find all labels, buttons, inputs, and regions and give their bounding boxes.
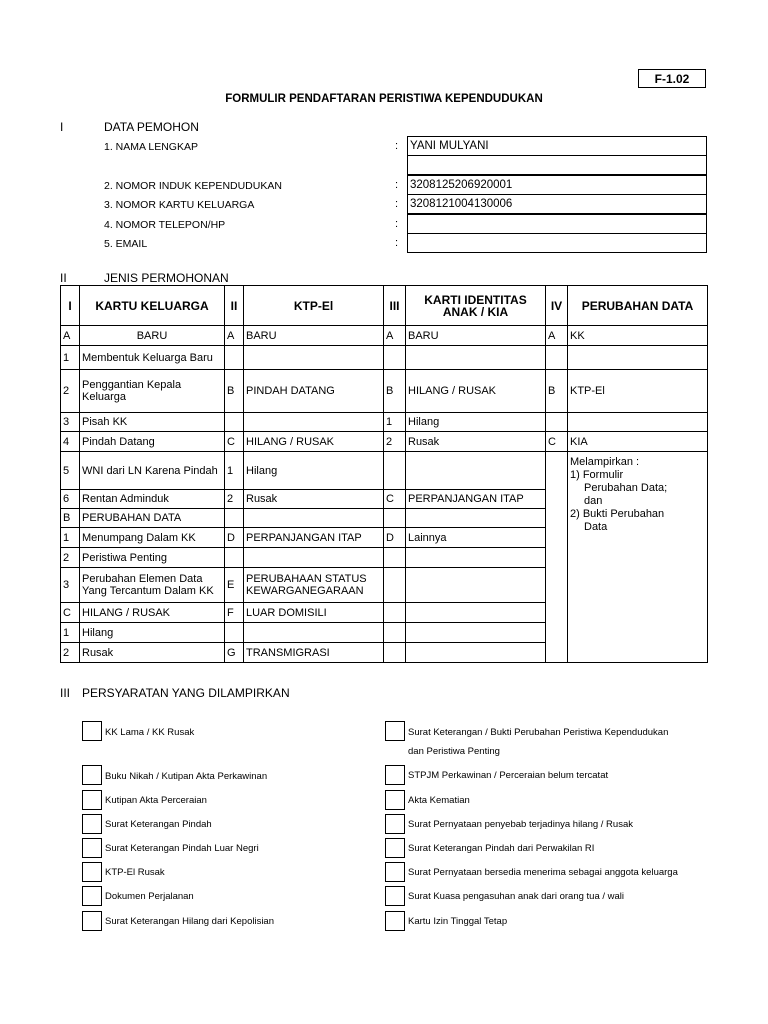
requirement-label: Surat Keterangan Pindah Luar Negri xyxy=(105,843,259,854)
table-cell xyxy=(568,346,708,370)
table-cell: 1 xyxy=(61,346,80,370)
nama-lengkap-field[interactable]: YANI MULYANI xyxy=(407,136,707,156)
table-cell xyxy=(406,603,546,623)
table-cell xyxy=(384,548,406,568)
requirement-label: Surat Keterangan Pindah xyxy=(105,819,212,830)
requirement-checkbox[interactable] xyxy=(385,886,405,906)
requirement-checkbox[interactable] xyxy=(82,790,102,810)
table-cell xyxy=(384,603,406,623)
requirement-label-continued: dan Peristiwa Penting xyxy=(408,746,500,757)
header-cell: KARTU KELUARGA xyxy=(80,286,225,326)
requirement-checkbox[interactable] xyxy=(82,721,102,741)
requirement-checkbox[interactable] xyxy=(82,838,102,858)
table-cell: 3 xyxy=(61,568,80,603)
table-cell: 1 xyxy=(61,528,80,548)
requirement-label: Buku Nikah / Kutipan Akta Perkawinan xyxy=(105,771,268,782)
header-cell: II xyxy=(225,286,244,326)
email-field[interactable] xyxy=(407,233,707,253)
header-cell: III xyxy=(384,286,406,326)
table-cell: C xyxy=(61,603,80,623)
table-cell: B xyxy=(225,370,244,413)
table-cell: Lainnya xyxy=(406,528,546,548)
table-cell xyxy=(384,643,406,663)
table-cell: C xyxy=(546,432,568,452)
table-cell: G xyxy=(225,643,244,663)
table-cell xyxy=(406,643,546,663)
note-item2b: Data xyxy=(584,521,608,533)
requirement-checkbox[interactable] xyxy=(385,790,405,810)
table-cell: Rusak xyxy=(406,432,546,452)
table-row xyxy=(61,370,708,413)
table-row xyxy=(61,452,708,490)
header-cell: KTP-El xyxy=(244,286,384,326)
table-cell xyxy=(546,452,568,663)
table-row xyxy=(61,413,708,432)
label-nomor-kk: 3. NOMOR KARTU KELUARGA xyxy=(104,199,255,211)
table-cell: 2 xyxy=(225,490,244,509)
table-cell xyxy=(406,568,546,603)
table-cell xyxy=(225,548,244,568)
table-cell xyxy=(384,623,406,643)
note-item1b: Perubahan Data; xyxy=(584,482,668,494)
table-cell: 6 xyxy=(61,490,80,509)
table-cell: A xyxy=(384,326,406,346)
colon: : xyxy=(395,218,399,230)
table-cell: Pindah Datang xyxy=(80,432,225,452)
table-cell xyxy=(244,548,384,568)
table-cell xyxy=(244,623,384,643)
table-cell xyxy=(384,568,406,603)
table-cell: WNI dari LN Karena Pindah xyxy=(80,452,225,490)
table-cell: PINDAH DATANG xyxy=(244,370,384,413)
header-cell: PERUBAHAN DATA xyxy=(568,286,708,326)
requirement-label: Surat Pernyataan penyebab terjadinya hilang / Rusak xyxy=(408,819,633,830)
note-item1a: 1) Formulir xyxy=(570,469,624,481)
table-row xyxy=(61,346,708,370)
requirement-checkbox[interactable] xyxy=(82,765,102,785)
table-cell: 2 xyxy=(61,548,80,568)
table-cell: BARU xyxy=(244,326,384,346)
form-title: FORMULIR PENDAFTARAN PERISTIWA KEPENDUDUKAN xyxy=(225,93,543,105)
table-cell xyxy=(244,509,384,528)
nama-lengkap-field-line2[interactable] xyxy=(407,155,707,175)
table-cell: 1 xyxy=(225,452,244,490)
table-cell: HILANG / RUSAK xyxy=(406,370,546,413)
table-cell: A xyxy=(546,326,568,346)
nomor-kk-field[interactable]: 3208121004130006 xyxy=(407,194,707,214)
table-cell: Menumpang Dalam KK xyxy=(80,528,225,548)
requirement-label: STPJM Perkawinan / Perceraian belum tercatat xyxy=(408,770,609,781)
form-code: F-1.02 xyxy=(638,69,706,88)
requirement-label: Kutipan Akta Perceraian xyxy=(105,795,207,806)
colon: : xyxy=(395,140,399,152)
requirement-checkbox[interactable] xyxy=(82,814,102,834)
table-header-row xyxy=(61,286,708,326)
section-3-title: PERSYARATAN YANG DILAMPIRKAN xyxy=(82,686,290,700)
label-nama-lengkap: 1. NAMA LENGKAP xyxy=(104,141,198,153)
table-row xyxy=(61,326,708,346)
colon: : xyxy=(395,179,399,191)
table-cell: KK xyxy=(568,326,708,346)
requirement-checkbox[interactable] xyxy=(385,721,405,741)
lampiran-note xyxy=(568,452,708,663)
table-cell: BARU xyxy=(80,326,225,346)
requirement-label: Kartu Izin Tinggal Tetap xyxy=(408,916,508,927)
requirement-checkbox[interactable] xyxy=(385,814,405,834)
table-cell: PERUBAHAN DATA xyxy=(80,509,225,528)
table-cell: B xyxy=(384,370,406,413)
table-cell: 1 xyxy=(61,623,80,643)
table-cell: 4 xyxy=(61,432,80,452)
requirement-label: KTP-El Rusak xyxy=(105,867,165,878)
table-cell xyxy=(406,548,546,568)
table-cell: HILANG / RUSAK xyxy=(244,432,384,452)
table-cell: B xyxy=(61,509,80,528)
section-2-title: JENIS PERMOHONAN xyxy=(104,271,229,285)
table-cell: KIA xyxy=(568,432,708,452)
table-cell: 5 xyxy=(61,452,80,490)
requirement-checkbox[interactable] xyxy=(385,911,405,931)
table-cell: Rentan Adminduk xyxy=(80,490,225,509)
table-cell: LUAR DOMISILI xyxy=(244,603,384,623)
table-cell: HILANG / RUSAK xyxy=(80,603,225,623)
table-cell: Membentuk Keluarga Baru xyxy=(80,346,225,370)
note-item2a: 2) Bukti Perubahan xyxy=(570,508,665,520)
table-cell xyxy=(225,346,244,370)
note-item1c: dan xyxy=(584,495,603,507)
table-cell: Peristiwa Penting xyxy=(80,548,225,568)
table-cell xyxy=(225,413,244,432)
table-cell: 2 xyxy=(61,370,80,413)
table-cell xyxy=(244,413,384,432)
table-cell: Perubahan Elemen Data Yang Tercantum Dalam KK xyxy=(80,568,225,603)
label-email: 5. EMAIL xyxy=(104,238,148,250)
header-cell: KARTI IDENTITAS ANAK / KIA xyxy=(406,286,546,326)
requirement-label: Surat Pernyataan bersedia menerima sebagai anggota keluarga xyxy=(408,867,678,878)
table-cell xyxy=(406,509,546,528)
requirement-label: Surat Keterangan Pindah dari Perwakilan RI xyxy=(408,843,595,854)
table-cell: KTP-El xyxy=(568,370,708,413)
section-3-number: III xyxy=(60,686,71,700)
requirement-checkbox[interactable] xyxy=(82,911,102,931)
table-cell: TRANSMIGRASI xyxy=(244,643,384,663)
table-cell: C xyxy=(225,432,244,452)
table-cell xyxy=(384,509,406,528)
section-2-number: II xyxy=(60,271,67,285)
table-cell: BARU xyxy=(406,326,546,346)
table-cell: Hilang xyxy=(406,413,546,432)
table-cell xyxy=(546,346,568,370)
requirement-label: Surat Keterangan / Bukti Perubahan Peristiwa Kependudukan xyxy=(408,727,669,738)
table-cell xyxy=(406,346,546,370)
table-cell: A xyxy=(61,326,80,346)
table-cell: Rusak xyxy=(244,490,384,509)
section-1-number: I xyxy=(60,120,64,134)
table-cell: E xyxy=(225,568,244,603)
header-cell: I xyxy=(61,286,80,326)
requirement-label: Dokumen Perjalanan xyxy=(105,891,194,902)
table-cell: Pisah KK xyxy=(80,413,225,432)
requirement-checkbox[interactable] xyxy=(385,765,405,785)
table-cell: PERPANJANGAN ITAP xyxy=(244,528,384,548)
requirement-label: Surat Keterangan Hilang dari Kepolisian xyxy=(105,916,274,927)
jenis-permohonan-table xyxy=(60,285,708,663)
table-cell: Hilang xyxy=(80,623,225,643)
label-telepon: 4. NOMOR TELEPON/HP xyxy=(104,219,226,231)
requirement-checkbox[interactable] xyxy=(82,886,102,906)
colon: : xyxy=(395,198,399,210)
requirement-checkbox[interactable] xyxy=(385,838,405,858)
colon: : xyxy=(395,237,399,249)
table-cell: 2 xyxy=(384,432,406,452)
table-cell xyxy=(225,623,244,643)
label-nik: 2. NOMOR INDUK KEPENDUDUKAN xyxy=(104,180,282,192)
table-cell xyxy=(225,509,244,528)
table-cell: 2 xyxy=(61,643,80,663)
note-intro: Melampirkan : xyxy=(570,456,640,468)
table-cell: F xyxy=(225,603,244,623)
table-cell xyxy=(406,452,546,490)
table-cell: D xyxy=(384,528,406,548)
requirement-label: Surat Kuasa pengasuhan anak dari orang tua / wali xyxy=(408,891,625,902)
table-cell xyxy=(384,346,406,370)
table-cell: C xyxy=(384,490,406,509)
table-cell xyxy=(568,413,708,432)
telepon-field[interactable] xyxy=(407,214,707,234)
table-cell: 3 xyxy=(61,413,80,432)
table-cell: Hilang xyxy=(244,452,384,490)
table-row xyxy=(61,432,708,452)
table-cell: D xyxy=(225,528,244,548)
header-cell: IV xyxy=(546,286,568,326)
requirement-label: KK Lama / KK Rusak xyxy=(105,727,195,738)
table-cell: Penggantian Kepala Keluarga xyxy=(80,370,225,413)
table-cell: Rusak xyxy=(80,643,225,663)
requirement-checkbox[interactable] xyxy=(385,862,405,882)
requirement-checkbox[interactable] xyxy=(82,862,102,882)
table-cell xyxy=(384,452,406,490)
table-cell xyxy=(406,623,546,643)
table-cell: A xyxy=(225,326,244,346)
section-1-title: DATA PEMOHON xyxy=(104,120,199,134)
table-cell: B xyxy=(546,370,568,413)
table-cell: 1 xyxy=(384,413,406,432)
table-cell: PERUBAHAAN STATUS KEWARGANEGARAAN xyxy=(244,568,384,603)
table-cell xyxy=(546,413,568,432)
nik-field[interactable]: 3208125206920001 xyxy=(407,175,707,195)
table-cell: PERPANJANGAN ITAP xyxy=(406,490,546,509)
table-cell xyxy=(244,346,384,370)
requirement-label: Akta Kematian xyxy=(408,795,470,806)
